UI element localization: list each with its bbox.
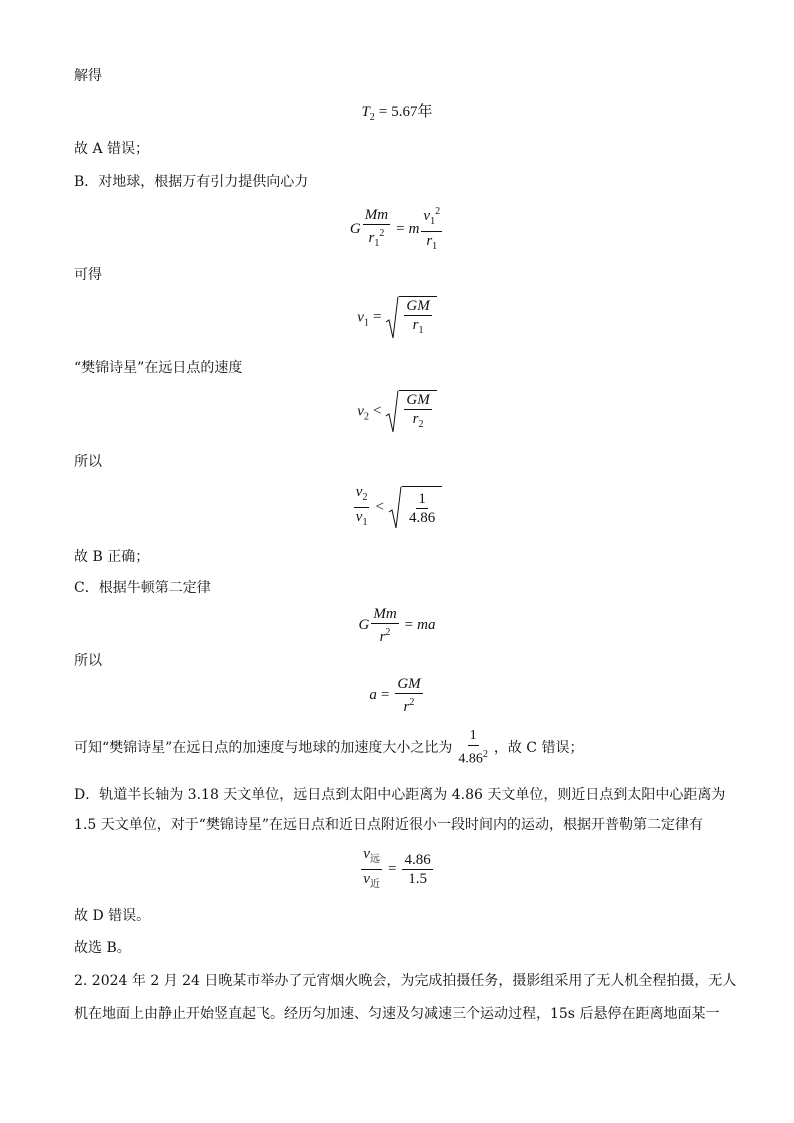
text-line: 故选 B。 — [74, 940, 131, 956]
kepler-numerator: 4.86 — [404, 852, 431, 868]
kepler-denominator: 1.5 — [408, 871, 427, 887]
text-segment: ，故 C 错误； — [493, 739, 584, 756]
text-segment: 可知“樊锦诗星”在远日点的加速度与地球的加速度大小之比为 — [74, 739, 453, 756]
equation-newton: G $\frac{Mm}{r^2}$ = ma — [358, 606, 436, 645]
text-line: B．对地球，根据万有引力提供向心力 — [74, 174, 309, 190]
equation-acceleration: a = $\frac{GM}{r^2}$ — [369, 676, 421, 715]
text-line: 1.5 天文单位，对于“樊锦诗星”在远日点和近日点附近很小一段时间内的运动，根据开普勒第二定律有 — [74, 817, 704, 833]
equation-kepler: $\frac{v_远}{v_近}$ = $\frac{4.86}{1.5}$ — [363, 846, 431, 890]
text-line: D．轨道半长轴为 3.18 天文单位，远日点到太阳中心距离为 4.86 天文单位，则近日点到太阳中心距离为 — [74, 787, 726, 803]
text-line: 故 D 错误。 — [74, 908, 151, 924]
equation-v1: $v_1$ = $\frac{GM}{r_1}$ — [0, 296, 794, 340]
text-line: 所以 — [74, 653, 102, 669]
T2-value: 5.67 — [391, 104, 418, 120]
text-line: 故 A 错误； — [74, 141, 150, 157]
subscript-near: 近 — [369, 879, 380, 890]
text-line: 机在地面上由静止开始竖直起飞。经历匀加速、匀速及匀减速三个运动过程，15s 后悬停在距离地面某一 — [74, 1006, 720, 1022]
text-line: C．根据牛顿第二定律 — [74, 580, 211, 596]
text-line-acceleration-ratio — [74, 728, 583, 768]
text-line: “樊锦诗星”在远日点的速度 — [74, 360, 243, 376]
equation-velocity-ratio: $\frac{v_2}{v_1}$ < $\frac{1}{4.86}$ — [0, 484, 794, 531]
text-line: 解得 — [74, 68, 102, 84]
equation-gravitation: G $\frac{Mm}{r_1^2}$ = m $\frac{v_1^2}{r_1}$ — [349, 206, 441, 252]
inline-fraction: $\frac{1}{4.86^2}$ — [458, 728, 488, 767]
equation-v2: $v_2$ < $\frac{GM}{r_2}$ — [0, 390, 794, 434]
text-line: 可得 — [74, 267, 102, 283]
acc-denominator: 4.86 — [458, 751, 483, 767]
text-line: 故 B 正确； — [74, 549, 150, 565]
text-line: 2. 2024 年 2 月 24 日晚某市举办了元宵烟火晚会，为完成拍摄任务，摄影组采用了无人机全程拍摄，无人 — [74, 973, 737, 989]
T2-unit: 年 — [417, 104, 433, 120]
text-line: 所以 — [74, 454, 102, 470]
equation-T2: $T_2 = 5.67$年 — [361, 104, 433, 123]
ratio-denominator: 4.86 — [408, 509, 436, 526]
subscript-far: 远 — [369, 854, 380, 865]
